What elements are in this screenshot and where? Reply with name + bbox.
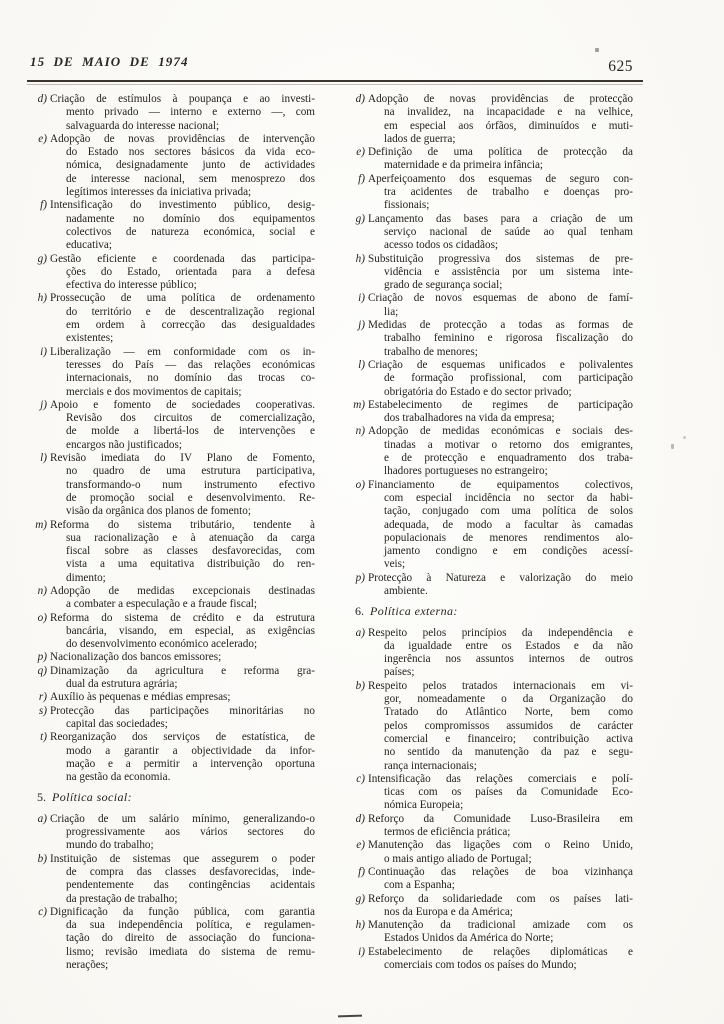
item-line: termos de eficiência prática; [384,826,511,839]
item-line: Financiamento de equipamentos colectivos, [368,478,633,491]
item-label: t) [40,731,47,744]
item-label: a) [355,626,365,639]
item-label: p) [355,571,365,584]
list-item [348,359,633,399]
list-item [30,93,315,133]
list-item [348,813,633,840]
list-item [30,253,315,293]
item-line: Reorganização dos serviços de estatística, de [50,731,315,744]
item-line: serviço nacional de saúde ao qual tenham [384,225,633,238]
item-line: da prestação de trabalho; [66,892,178,905]
item-line: Prossecução de uma política de ordenamento [50,292,315,305]
list-item [30,813,315,853]
item-line: de formação profissional, com participação [384,372,633,385]
scan-speck [595,48,599,52]
item-line: dos trabalhadores na vida da empresa; [384,412,555,425]
item-line: de molde a libertá-los de intervenções e [66,425,315,438]
list-item [30,906,315,972]
item-label: g) [355,892,365,905]
list-item [30,199,315,252]
item-line: Substituição progressiva dos sistemas de pre- [368,252,633,265]
header-date: 15 DE MAIO DE 1974 [30,54,189,69]
item-line: capital das sociedades; [66,717,168,730]
list-item [348,253,633,293]
item-line: da sua independência política, e regulamen- [66,919,315,932]
item-label: o) [355,478,365,491]
item-label: a) [37,812,47,825]
list-item [348,292,633,319]
item-line: Revisão imediata do IV Plano de Fomento, [50,452,315,465]
item-line: Reforma do sistema de crédito e da estrutura [50,611,315,624]
item-line: lados de guerra; [384,132,456,145]
item-line: lia; [384,305,399,318]
item-label: g) [37,252,47,265]
item-label: b) [355,679,365,692]
item-line: modo a garantir a objectividade da infor- [66,744,315,757]
item-line: efectiva do interesse público; [66,279,197,292]
list-item [30,399,315,452]
item-line: mento privado — interno e externo —, com [66,106,315,119]
item-label: g) [355,212,365,225]
item-label: r) [38,691,47,704]
list-item [348,572,633,599]
item-line: Adopção de medidas económicas e sociais des- [368,425,633,438]
item-line: Protecção das participações minoritárias no [50,704,315,717]
item-line: teresses do País — das relações económicas [66,358,315,371]
item-line: fissionais; [384,199,430,212]
page-number: 625 [608,58,633,75]
item-line: encargos não justificados; [66,438,182,451]
item-label: i) [40,345,47,358]
item-line: maternidade e da primeira infância; [384,159,544,172]
list-item [30,731,315,784]
item-label: q) [37,664,47,677]
item-line: adequada, de modo a facultar às camadas [384,518,633,531]
item-label: d) [37,93,47,105]
list-item [348,680,633,773]
item-line: Intensificação do investimento público, desig- [50,199,315,212]
item-label: m) [35,518,47,531]
list-item [30,292,315,345]
header-rule [27,80,643,82]
item-line: do território e de descentralização regional [66,305,315,318]
item-line: mundo do trabalho; [66,839,154,852]
item-line: Criação de estímulos à poupança e ao investi- [50,93,315,105]
item-line: do desenvolvimento económico acelerado; [66,638,258,651]
item-label: i) [358,292,365,305]
item-line: no sentido da manutenção da paz e segu- [384,746,633,759]
item-line: Manutenção da tradicional amizade com os [368,919,633,932]
item-line: de interesse nacional, sem menosprezo dos [66,172,315,185]
item-label: f) [40,199,47,212]
section-title: Política social: [52,790,133,805]
item-line: Reforço da Comunidade Luso-Brasileira em [368,812,633,825]
item-line: Criação de novos esquemas de abono de famí- [368,292,633,305]
item-line: colectivos de natureza económica, social e [66,225,315,238]
column-right [348,93,633,972]
section-number: 6. [355,604,364,619]
item-line: Revisão dos circuitos de comercialização, [66,412,315,425]
item-line: acesso todos os cidadãos; [384,239,499,252]
item-line: Criação de esquemas unificados e polivalentes [368,358,633,371]
item-line: ticas com os países da Comunidade Eco- [384,786,633,799]
item-line: Gestão eficiente e coordenada das participa- [50,252,315,265]
section-number: 5. [37,790,46,805]
item-label: b) [37,852,47,865]
item-line: pelos compromissos assumidos de carácter [384,719,633,732]
item-line: Tratado do Atlântico Norte, bem como [384,706,633,719]
list-item [30,665,315,692]
item-line: Auxílio às pequenas e médias empresas; [50,691,231,704]
list-item [348,146,633,173]
item-line: do Estado nos sectores básicos da vida eco- [66,146,315,159]
item-line: legítimos interesses da iniciativa privada; [66,186,252,199]
item-line: internacionais, no domínio das trocas co- [66,372,315,385]
item-line: ingerência nos assuntos internos de outros [384,653,633,666]
section-heading [37,791,315,804]
item-line: no quadro de uma estrutura participativa, [66,465,315,478]
item-line: salvaguarda do interesse nacional; [66,119,220,132]
item-label: d) [355,812,365,825]
item-label: d) [355,93,365,105]
list-item [348,773,633,813]
list-item [348,627,633,680]
item-label: e) [356,146,365,159]
item-line: Estabelecimento de regimes de participação [368,398,633,411]
item-label: n) [37,584,47,597]
list-item [348,93,633,146]
footer-signature-mark [338,1015,362,1018]
item-label: l) [40,452,47,465]
item-line: nómica, designadamente junto de actividades [66,159,315,172]
item-line: bancária, visando, em especial, as exigências [66,624,315,637]
list-item [30,853,315,906]
item-label: c) [38,905,47,918]
item-label: e) [356,839,365,852]
item-label: s) [38,704,47,717]
list-item [30,519,315,585]
item-line: Continuação das relações de boa vizinhança [368,865,633,878]
item-line: Intensificação das relações comerciais e polí- [368,772,633,785]
item-line: Adopção de novas providências de protecção [368,93,633,105]
list-item [348,919,633,946]
list-item [30,585,315,612]
item-line: Dinamização da agricultura e reforma gra- [50,664,315,677]
list-item [348,866,633,893]
item-label: h) [355,919,365,932]
list-item [348,319,633,359]
item-line: de promoção social e desenvolvimento. Re- [66,491,315,504]
item-line: Apoio e fomento de sociedades cooperativas. [50,398,315,411]
item-line: visão da orgânica dos planos de fomento; [66,505,251,518]
item-line: Estados Unidos da América do Norte; [384,932,554,945]
item-line: na invalidez, na incapacidade e na velhice, [384,106,633,119]
item-line: com especial incidência no sector da habi- [384,491,633,504]
item-line: Protecção à Natureza e valorização do meio [368,571,633,584]
item-line: Respeito pelos princípios da independência e [368,626,633,639]
list-item [30,691,315,704]
item-label: o) [37,611,47,624]
item-line: existentes; [66,332,114,345]
item-line: Dignificação da função pública, com garantia [50,905,315,918]
item-line: nos da Europa e da América; [384,905,513,918]
item-label: f) [358,865,365,878]
item-line: de compra das classes desfavorecidas, inde- [66,865,315,878]
item-line: Adopção de medidas excepcionais destinadas [50,584,315,597]
item-line: ambiente. [384,584,428,597]
item-line: Nacionalização dos bancos emissores; [50,651,222,664]
item-line: Criação de um salário mínimo, generalizando-o [50,812,315,825]
item-line: em ordem à correcção das desigualdades [66,319,315,332]
item-line: nómica Europeia; [384,799,464,812]
item-line: dual da estrutura agrária; [66,678,178,691]
item-line: comercial e financeiro; contribuição activa [384,732,633,745]
item-line: vidência e assistência por um sistema inte- [384,265,633,278]
item-line: Reforma do sistema tributário, tendente à [50,518,315,531]
item-line: trabalho de menores; [384,345,478,358]
list-item [348,893,633,920]
item-label: h) [37,292,47,305]
item-line: vista a uma equitativa distribuição do ren- [66,558,315,571]
section-title: Política externa: [370,604,458,619]
item-line: Instituição de sistemas que assegurem o poder [50,852,315,865]
item-line: Lançamento das bases para a criação de um [368,212,633,225]
item-line: dimento; [66,571,106,584]
item-line: mação e a permitir a intervenção oportuna [66,757,315,770]
item-line: Respeito pelos tratados internacionais em vi- [368,679,633,692]
item-line: obrigatória do Estado e do sector privado; [384,385,572,398]
item-line: da igualdade entre os Estados e da não [384,639,633,652]
item-line: comerciais com todos os países do Mundo; [384,959,577,971]
item-line: educativa; [66,239,112,252]
list-item [30,651,315,664]
item-line: lismo; revisão imediata do sistema de remu- [66,945,315,958]
item-line: Manutenção das ligações com o Reino Unido, [368,839,633,852]
list-item [348,213,633,253]
section-heading [355,605,633,618]
list-item [348,173,633,213]
column-left [30,93,315,972]
item-line: nerações; [66,959,109,971]
item-line: trabalho feminino e rigorosa fiscalização do [384,332,633,345]
item-line: com a Espanha; [384,879,455,892]
item-line: tra acidentes de trabalho e doenças pro- [384,186,633,199]
item-line: populacionais de menores rendimentos alo- [384,531,633,544]
item-line: em especial aos órfãos, diminuídos e muti- [384,119,633,132]
item-line: tação do direito de associação do funciona- [66,932,315,945]
item-line: Reforço da solidariedade com os países lati- [368,892,633,905]
item-line: Medidas de protecção a todas as formas de [368,319,633,332]
item-line: transformando-o num instrumento efectivo [66,478,315,491]
item-line: o mais antigo aliado de Portugal; [384,852,532,865]
header-rule-shadow [27,84,643,85]
list-item [348,946,633,973]
list-item [30,452,315,518]
item-line: Liberalização — em conformidade com os in- [50,345,315,358]
item-label: j) [358,319,365,332]
list-item [30,133,315,199]
item-label: j) [40,398,47,411]
item-line: e de protecção e enquadramento dos traba- [384,452,633,465]
item-label: l) [358,358,365,371]
list-item [30,705,315,732]
item-label: m) [353,398,365,411]
list-item [30,612,315,652]
item-line: países; [384,666,415,679]
item-line: grado de segurança social; [384,279,503,292]
item-line: merciais e dos movimentos de capitais; [66,385,242,398]
item-line: lhadores portugueses no estrangeiro; [384,465,548,478]
list-item [30,346,315,399]
item-line: rança internacionais; [384,759,477,772]
item-line: gor, nomeadamente o da Organização do [384,693,633,706]
item-line: jamento condigno e em condições acessí- [384,545,633,558]
item-label: h) [355,252,365,265]
item-label: p) [37,651,47,664]
scan-speck [683,436,686,439]
item-line: a combater a especulação e a fraude fiscal; [66,598,258,611]
list-item [348,479,633,572]
item-label: n) [355,425,365,438]
item-line: nadamente no domínio dos equipamentos [66,212,315,225]
item-label: i) [358,945,365,958]
item-line: na gestão da economia. [66,771,171,784]
item-label: e) [38,132,47,145]
item-line: ções do Estado, orientada para a defesa [66,265,315,278]
item-line: Estabelecimento de relações diplomáticas e [368,945,633,958]
list-item [348,839,633,866]
list-item [348,399,633,426]
item-line: fiscal sobre as classes desfavorecidas, com [66,545,315,558]
item-line: Definição de uma política de protecção da [368,146,633,159]
item-line: pendentemente das contingências acidentais [66,879,315,892]
item-line: tinadas a motivar o retorno dos emigrantes, [384,438,633,451]
item-line: tação, conjugado com uma política de solos [384,505,633,518]
item-line: progressivamente aos vários sectores do [66,826,315,839]
item-line: sua racionalização e à atenuação da carga [66,531,315,544]
item-label: f) [358,172,365,185]
item-label: c) [356,772,365,785]
item-line: Adopção de novas providências de intervenção [50,132,315,145]
list-item [348,425,633,478]
item-line: veis; [384,558,406,571]
item-line: Aperfeiçoamento dos esquemas de seguro con- [368,172,633,185]
scan-speck [671,444,674,449]
